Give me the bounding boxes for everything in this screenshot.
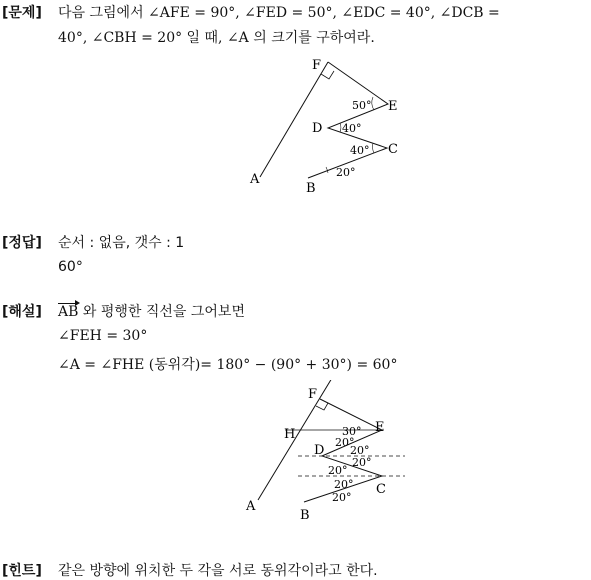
line-af — [260, 62, 328, 177]
zigzag-fedcb — [308, 62, 388, 178]
point-A: A — [246, 499, 256, 514]
hint-text: 같은 방향에 위치한 두 각을 서로 동위각이라고 한다. — [58, 563, 378, 579]
point-B: B — [306, 181, 316, 195]
solution-line-1-text: 와 평행한 직선을 그어보면 — [78, 304, 245, 320]
angle-label-d: 40° — [342, 122, 362, 135]
solution-line-1 — [58, 301, 245, 321]
point-D: D — [312, 121, 323, 136]
point-F: F — [308, 387, 318, 402]
solution-label: [해설] — [2, 304, 42, 320]
point-E: E — [375, 420, 385, 435]
angle-label-feh: 30° — [342, 425, 362, 438]
point-D: D — [314, 443, 325, 458]
point-A: A — [250, 172, 260, 187]
answer-value: 60° — [58, 259, 83, 275]
problem-label: [문제] — [2, 5, 42, 21]
point-F: F — [312, 58, 322, 73]
solution-line-3: ∠A = ∠FHE (동위각)= 180° − (90° + 30°) = 60° — [58, 357, 398, 373]
point-E: E — [388, 99, 398, 114]
angle-label-b: 20° — [336, 166, 356, 179]
angle-label-d-upper: 20° — [350, 444, 370, 457]
point-C: C — [388, 142, 398, 157]
problem-figure — [240, 55, 410, 195]
solution-figure — [240, 380, 415, 525]
right-angle-mark — [316, 403, 328, 410]
angle-label-e: 50° — [352, 99, 372, 112]
point-B: B — [300, 508, 310, 523]
angle-label-d-lower: 20° — [352, 456, 372, 469]
angle-label-c-upper: 20° — [328, 464, 348, 477]
point-H: H — [284, 427, 296, 442]
angle-label-c: 40° — [350, 144, 370, 157]
hint-label: [힌트] — [2, 563, 42, 579]
angle-label-e-lower: 20° — [335, 436, 355, 449]
point-C: C — [376, 482, 386, 497]
problem-line-1: 다음 그림에서 ∠AFE = 90°, ∠FED = 50°, ∠EDC = 40°, ∠DCB = — [58, 5, 500, 21]
answer-label: [정답] — [2, 235, 42, 251]
solution-line-2: ∠FEH = 30° — [58, 328, 148, 344]
angle-label-c-lower: 20° — [334, 478, 354, 491]
vector-ab: AB — [58, 304, 79, 320]
answer-line-1: 순서 : 없음, 갯수 : 1 — [58, 235, 185, 251]
angle-label-b: 20° — [332, 491, 352, 504]
right-angle-mark — [321, 71, 334, 79]
problem-line-2: 40°, ∠CBH = 20° 일 때, ∠A 의 크기를 구하여라. — [58, 30, 375, 46]
